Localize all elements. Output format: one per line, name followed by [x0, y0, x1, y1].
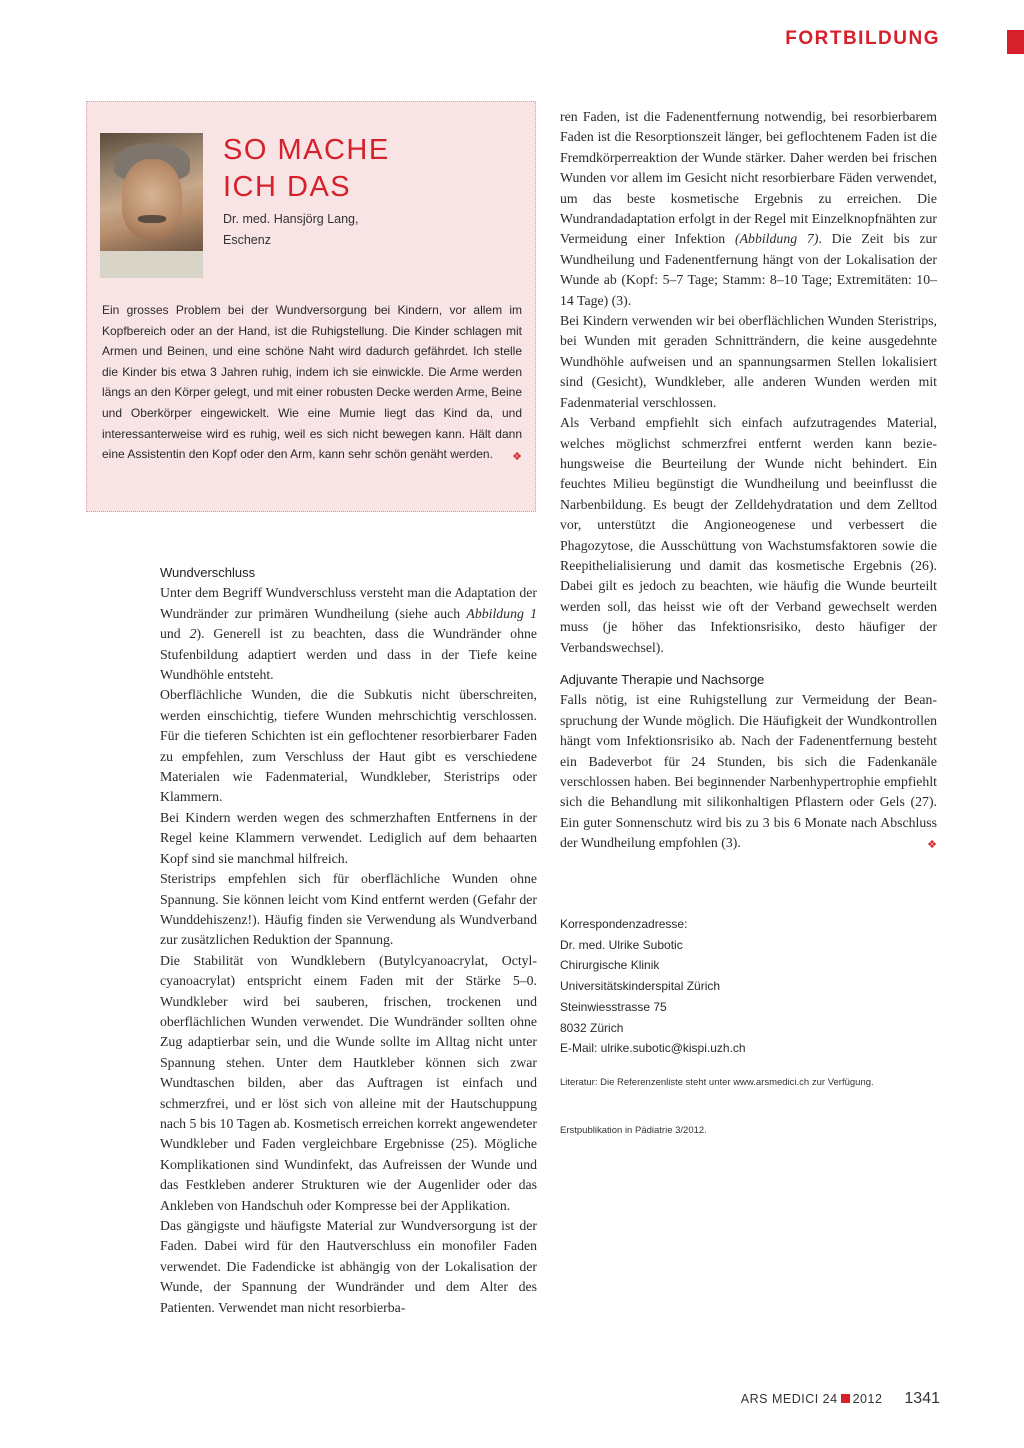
page-number: 1341: [904, 1390, 940, 1407]
contact-label: Korrespondenzadresse:: [560, 917, 688, 931]
contact-clinic: Chirurgische Klinik: [560, 958, 660, 973]
journal-name: ARS MEDICI 24: [740, 1392, 838, 1406]
author-photo: [100, 133, 203, 278]
contact-name: Dr. med. Ulrike Subotic: [560, 937, 683, 952]
section-marker: [1007, 30, 1024, 54]
paragraph: Unter dem Begriff Wundverschluss versteht man die Adaptation der Wundränder zur primären Wundheilung (siehe auch Abbildung 1 und 2). Generell ist zu beachten, dass die Wundränder ohne Stufenbildung adaptiert werden und dass in der Tiefe keine Wundhöhle entsteht.: [160, 585, 537, 683]
section-heading: Wundverschluss: [160, 565, 256, 580]
section-heading: Adjuvante Therapie und Nachsorge: [560, 671, 765, 687]
paragraph: Steristrips empfehlen sich für oberflächliche Wunden ohne Spannung. Sie können leicht vom Kind entfernt werden (Gefahr der Wunddehiszenz!). Häufig finden sie Verwendung als Wundverband zur zusätzlichen Reduktion der Spannung.: [160, 871, 537, 948]
left-column: [160, 563, 537, 1318]
paragraph: Oberflächliche Wunden, die die Subkutis nicht überschreiten, werden einschichtig, tiefere Wunden mehrschichtig verschlossen. Für die tieferen Schichten ist ein geflochtener resorbierbarer Faden zu empfehlen, zum Verschluss der Haut gibt es verschiedene Materialen wie Fadenmaterial, Wundkleber, Steristrips oder Klammern.: [160, 687, 537, 805]
right-column: [560, 107, 937, 856]
paragraph: Bei Kindern verwenden wir bei oberflächlichen Wunden Steristrips, bei Wunden mit geraden Schnitträndern, die keine ausgedehnte Wundhöhle aufweisen und an spannungsarmen Stellen lokalisiert sind (Gesicht), Wundkleber, alle anderen Wunden werden mit Fadenmaterial verschlossen.: [560, 313, 937, 410]
practice-tip-box: [86, 101, 536, 512]
literature-note: Literatur: Die Referenzenliste steht unter www.arsmedici.ch zur Verfügung.: [560, 1077, 874, 1088]
author-place: Eschenz: [223, 233, 271, 247]
author-name: Dr. med. Hansjörg Lang,: [223, 212, 359, 226]
paragraph: Die Stabilität von Wundklebern (Butylcyanoacrylat, Octylcyanoacrylat) entspricht einem Faden mit der Stärke 5–0. Wundkleber wird bei sauberen, frischen, trockenen und oberflächlichen Wunden verwendet. Die Wundränder sollten ohne Zug adaptierbar sein, und die Wunde sollte im Alltag nicht unter Spannung stehen. Unter dem Hautkleber können sich zwar Wundtaschen bilden, aber das Auftragen ist einfach und schmerzfrei, und er löst sich von alleine mit der Hautschuppung nach 5 bis 10 Tagen ab. Kosmetisch erreichen korrekt angewendeter Wundkleber und Faden vergleichbare Ergebnisse (25). Mögliche Komplikationen sind Wundinfekt, das Aufreissen der Wunde und das Festkleben anderer Strukturen wie der Augenlider oder das Ankleben von Handschuh oder Kompresse bei der Applikation.: [160, 952, 537, 1213]
correspondence-address: [560, 914, 937, 1059]
contact-street: Steinwiesstrasse 75: [560, 999, 667, 1014]
paragraph: Das gängigste und häufigste Material zur Wundversorgung ist der Faden. Dabei wird für den Hautverschluss ein monofiler Faden verwendet. Die Fadendicke ist abhängig von der Lokalisation der Wunde, der Spannung der Wundränder und dem Alter des Patienten. Verwendet man nicht resorbierba-: [160, 1218, 537, 1315]
footer-square-icon: [841, 1394, 850, 1403]
page-footer: [640, 1390, 940, 1408]
first-publication-note: Erstpublikation in Pädiatrie 3/2012.: [560, 1125, 707, 1136]
section-label: FORTBILDUNG: [785, 28, 940, 49]
end-mark-icon: ❖: [927, 839, 937, 852]
journal-year: 2012: [852, 1392, 883, 1406]
box-author: [223, 209, 359, 251]
contact-city: 8032 Zürich: [560, 1020, 624, 1035]
paragraph: Bei Kindern werden wegen des schmerzhaften Entfernens in der Regel keine Klammern verwendet. Lediglich auf dem behaarten Kopf sind sie manchmal hilfreich.: [160, 809, 537, 866]
box-title: SO MACHE ICH DAS: [223, 134, 390, 203]
box-body: Ein grosses Problem bei der Wundversorgung bei Kindern, vor allem im Kopfbereich oder an der Hand, ist die Ruhigstellung. Die Kinder schlagen mit Armen und Beinen, und eine schöne Naht wird dadurch gefährdet. Ich stelle die Kinder bis etwa 3 Jahren ruhig, indem ich sie einwickle. Die Arme werden längs an den Körper gelegt, und mit einer robusten Decke werden Arme, Beine und Oberkörper eingewickelt. Wie eine Mumie liegt das Kind da, und interessanterweise wird es ruhig, weil es sich nicht bewegen kann. Hält dann eine Assistentin den Kopf oder den Arm, kann sehr schön genäht werden. ❖: [102, 300, 522, 468]
paragraph: Falls nötig, ist eine Ruhigstellung zur Vermeidung der Beanspruchung der Wunde möglich. Die Häufigkeit der Wundkontrollen hängt vom Infektionsrisiko ab. Nach der Fadenentfernung besteht ein Badeverbot für 24 Stunden, bis sich die Fadenkanäle verschlossen haben. Bei beginnender Narbenhypertrophie empfiehlt sich die Behandlung mit silikonhaltigen Pflastern oder Gels (27). Ein guter Sonnenschutz wird bis zu 3 bis 6 Monate nach Abschluss der Wundheilung empfohlen (3). ❖: [560, 690, 937, 853]
end-mark-icon: ❖: [512, 451, 522, 464]
paragraph: ren Faden, ist die Fadenentfernung notwendig, bei resorbierbarem Faden ist die Resorptionszeit länger, bei geflochtenem Faden ist die Fremdkörperreaktion der Wunde stärker. Daher werden bei frischen Wunden vor allem im Gesicht nicht resorbierbare Fäden verwendet, um das beste kosmetische Ergebnis zu erreichen. Die Wundrandadaptation erfolgt in der Regel mit Einzelknopfnähten zur Vermeidung einer Infektion (Abbildung 7). Die Zeit bis zur Wundheilung und Fadenentfernung hängt von der Lokalisation der Wunde ab (Kopf: 5–7 Tage; Stamm: 8–10 Tage; Extremitäten: 10–14 Tage) (3).: [560, 109, 937, 308]
contact-hospital: Universitätskinderspital Zürich: [560, 979, 721, 994]
contact-email[interactable]: E-Mail: ulrike.subotic@kispi.uzh.ch: [560, 1041, 746, 1056]
paragraph: Als Verband empfiehlt sich einfach aufzutragendes Material, welches möglichst schmerzfrei entfernt werden kann beziehungsweise die Beurteilung der Wunde nicht behindert. Ein feuchtes Milieu begünstigt die Wundheilung und beeinflusst die Narbenbildung. Es beugt der Zelldehydratation und dem Zelltod vor, unterstützt die Angioneogenese und verbessert die Phagozytose, die Ausschüttung von Wachstumsfaktoren sowie die Reepithelialisierung und damit das kosmetische Ergebnis (26). Dabei gilt es jedoch zu beachten, wie häufig die Wunde beurteilt werden soll, das heisst wie oft der Verband gewechselt werden muss (je höher das Infektionsrisiko, desto häufiger der Verbandswechsel).: [560, 415, 937, 655]
